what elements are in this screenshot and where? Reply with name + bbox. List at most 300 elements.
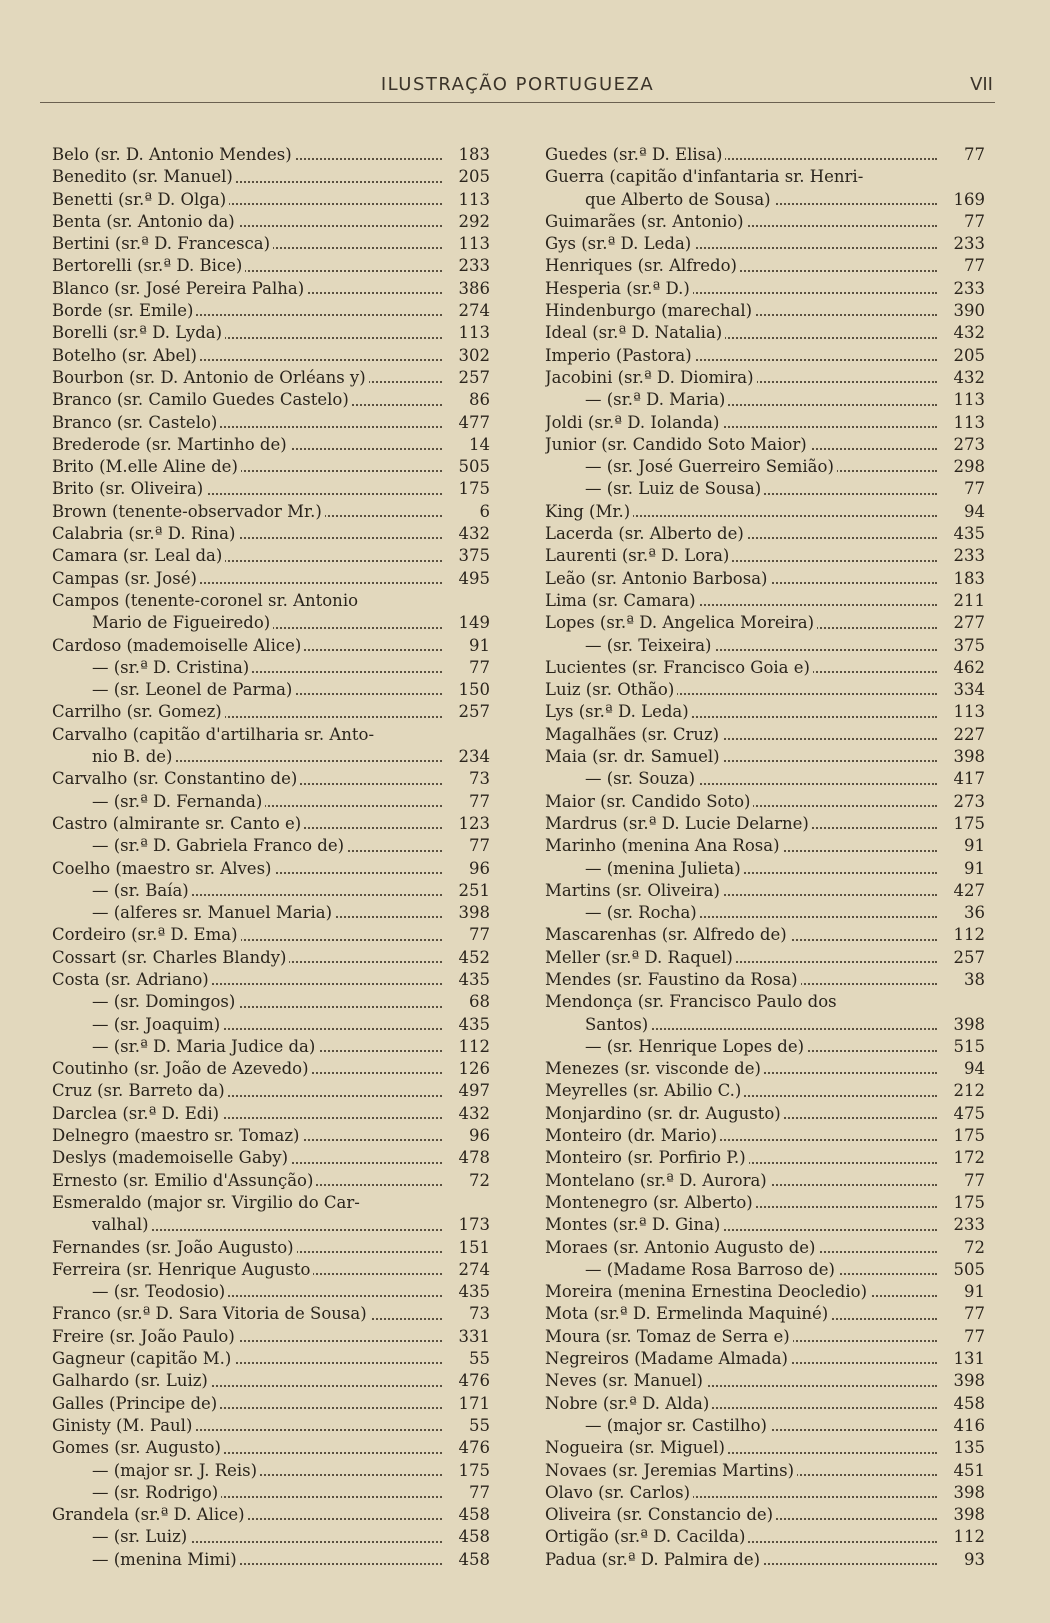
index-entry-name: Carvalho (capitão d'artilharia sr. Anto-: [52, 725, 377, 744]
index-entry-page: 113: [444, 189, 490, 211]
index-entry-name: Padua (sr.ª D. Palmira de): [545, 1550, 763, 1569]
index-entry-name: Calabria (sr.ª D. Rina): [52, 524, 238, 543]
index-entry: [545, 835, 985, 857]
index-entry: [545, 1170, 985, 1192]
index-entry: [545, 300, 985, 322]
index-entry: [545, 858, 985, 880]
index-entry-page: 462: [939, 657, 985, 679]
index-entry-page: 476: [444, 1437, 490, 1459]
index-entry: [52, 1080, 490, 1102]
index-entry: [52, 345, 490, 367]
index-entry: [545, 1303, 985, 1325]
index-entry-name: Blanco (sr. José Pereira Palha): [52, 279, 307, 298]
index-entry: [545, 1281, 985, 1303]
index-entry-name: Mota (sr.ª D. Ermelinda Maquiné): [545, 1304, 831, 1323]
index-entry-page: 505: [939, 1259, 985, 1281]
index-entry-name: Botelho (sr. Abel): [52, 346, 200, 365]
index-entry-page: 150: [444, 679, 490, 701]
index-entry-page: 435: [444, 969, 490, 991]
index-entry-name: Castro (almirante sr. Canto e): [52, 814, 304, 833]
index-entry-name: Guedes (sr.ª D. Elisa): [545, 145, 725, 164]
index-entry-page: 131: [939, 1348, 985, 1370]
index-entry-page: 273: [939, 791, 985, 813]
index-entry-name: Montes (sr.ª D. Gina): [545, 1215, 723, 1234]
index-entry: [52, 813, 490, 835]
index-entry-page: 77: [444, 791, 490, 813]
index-entry-name: Leão (sr. Antonio Barbosa): [545, 569, 770, 588]
index-entry-page: 477: [444, 412, 490, 434]
index-entry-name: — (sr.ª D. Maria Judice da): [52, 1037, 318, 1056]
index-entry-page: 175: [444, 478, 490, 500]
index-entry-name: Henriques (sr. Alfredo): [545, 256, 740, 275]
index-entry: [545, 679, 985, 701]
index-entry-name: Fernandes (sr. João Augusto): [52, 1238, 297, 1257]
index-entry-name: que Alberto de Sousa): [545, 190, 774, 209]
index-entry: [545, 813, 985, 835]
index-entry-name: Mario de Figueiredo): [52, 613, 273, 632]
index-entry-name: Mendonça (sr. Francisco Paulo dos: [545, 992, 840, 1011]
index-entry-name: Lopes (sr.ª D. Angelica Moreira): [545, 613, 817, 632]
index-entry-name: Nobre (sr.ª D. Alda): [545, 1394, 712, 1413]
index-entry-name: Cordeiro (sr.ª D. Ema): [52, 925, 241, 944]
index-entry: [545, 791, 985, 813]
index-entry: [545, 947, 985, 969]
index-entry-page: 432: [444, 1103, 490, 1125]
index-entry: [545, 456, 985, 478]
index-entry-name: — (sr.ª D. Maria): [545, 390, 728, 409]
index-entry-page: 505: [444, 456, 490, 478]
index-entry: [52, 1326, 490, 1348]
index-entry-page: 515: [939, 1036, 985, 1058]
index-entry: [545, 1437, 985, 1459]
index-entry: [52, 255, 490, 277]
index-entry: [545, 1192, 985, 1214]
index-entry-name: Camara (sr. Leal da): [52, 546, 225, 565]
index-entry: [52, 679, 490, 701]
index-entry: [545, 278, 985, 300]
index-entry-page: 398: [939, 1014, 985, 1036]
index-entry: [545, 1526, 985, 1548]
publication-title: ILUSTRAÇÃO PORTUGUEZA: [380, 74, 655, 95]
index-entry-page: 94: [939, 1058, 985, 1080]
index-entry-name: — (sr.ª D. Gabriela Franco de): [52, 836, 347, 855]
index-entry-name: Campas (sr. José): [52, 569, 200, 588]
index-entry: [545, 746, 985, 768]
index-entry: [52, 478, 490, 500]
index-entry: [545, 1058, 985, 1080]
index-entry-page: 183: [444, 144, 490, 166]
index-entry: [52, 1482, 490, 1504]
index-entry-name: — (sr. Souza): [545, 769, 698, 788]
index-entry-page: 398: [939, 746, 985, 768]
index-entry: [545, 1326, 985, 1348]
index-entry-name: Coelho (maestro sr. Alves): [52, 859, 274, 878]
index-entry: [545, 590, 985, 612]
index-entry: [545, 1393, 985, 1415]
index-entry-page: 77: [939, 478, 985, 500]
index-entry-name: Campos (tenente-coronel sr. Antonio: [52, 591, 361, 610]
index-entry-name: Meller (sr.ª D. Raquel): [545, 948, 736, 967]
index-entry-name: Ernesto (sr. Emilio d'Assunção): [52, 1171, 316, 1190]
index-entry: [545, 255, 985, 277]
index-entry-page: 175: [939, 813, 985, 835]
index-entry: [545, 1237, 985, 1259]
index-entry-page: 172: [939, 1147, 985, 1169]
index-entry-name: Nogueira (sr. Miguel): [545, 1438, 728, 1457]
index-entry: [545, 1214, 985, 1236]
index-entry-name: — (sr. José Guerreiro Semião): [545, 457, 837, 476]
index-entry-name: Olavo (sr. Carlos): [545, 1483, 693, 1502]
index-entry: [545, 233, 985, 255]
index-entry: [52, 1192, 490, 1214]
index-entry: [52, 412, 490, 434]
index-entry-name: Gomes (sr. Augusto): [52, 1438, 224, 1457]
index-entry-name: Brederode (sr. Martinho de): [52, 435, 290, 454]
index-entry-page: 77: [444, 835, 490, 857]
index-entry: [545, 701, 985, 723]
index-entry: [545, 768, 985, 790]
index-entry: [545, 1549, 985, 1571]
index-entry-page: 73: [444, 1303, 490, 1325]
index-entry-name: Junior (sr. Candido Soto Maior): [545, 435, 810, 454]
index-entry-page: 73: [444, 768, 490, 790]
index-entry-page: 435: [939, 523, 985, 545]
index-entry: [545, 144, 985, 166]
index-entry-name: Borelli (sr.ª D. Lyda): [52, 323, 225, 342]
index-entry-name: Gagneur (capitão M.): [52, 1349, 234, 1368]
index-entry-page: 112: [939, 1526, 985, 1548]
index-entry-page: 495: [444, 568, 490, 590]
index-entry-page: 77: [939, 144, 985, 166]
index-entry-name: Belo (sr. D. Antonio Mendes): [52, 145, 295, 164]
index-entry: [545, 389, 985, 411]
index-entry: [52, 456, 490, 478]
index-entry-name: Moraes (sr. Antonio Augusto de): [545, 1238, 818, 1257]
index-entry: [545, 1415, 985, 1437]
index-entry-name: Branco (sr. Camilo Guedes Castelo): [52, 390, 352, 409]
index-entry-name: Ideal (sr.ª D. Natalia): [545, 323, 725, 342]
index-entry-name: Monteiro (dr. Mario): [545, 1126, 720, 1145]
index-entry: [52, 1393, 490, 1415]
index-entry: [545, 545, 985, 567]
index-entry-page: 427: [939, 880, 985, 902]
index-entry-name: Imperio (Pastora): [545, 346, 695, 365]
index-entry-name: Freire (sr. João Paulo): [52, 1327, 238, 1346]
index-entry: [545, 612, 985, 634]
index-entry-page: 274: [444, 300, 490, 322]
index-entry-page: 274: [444, 1259, 490, 1281]
index-entry-name: Gys (sr.ª D. Leda): [545, 234, 694, 253]
index-entry-name: Lima (sr. Camara): [545, 591, 699, 610]
index-entry-name: — (sr. Luiz): [52, 1527, 190, 1546]
index-entry-page: 96: [444, 858, 490, 880]
index-entry-page: 432: [939, 322, 985, 344]
index-entry-name: Branco (sr. Castelo): [52, 413, 220, 432]
index-entry-page: 91: [444, 635, 490, 657]
index-entry-page: 96: [444, 1125, 490, 1147]
index-entry-page: 175: [444, 1460, 490, 1482]
index-entry-name: Cruz (sr. Barreto da): [52, 1081, 228, 1100]
index-entry-page: 277: [939, 612, 985, 634]
index-entry-name: Marinho (menina Ana Rosa): [545, 836, 783, 855]
index-entry-name: Mascarenhas (sr. Alfredo de): [545, 925, 790, 944]
index-entry-page: 173: [444, 1214, 490, 1236]
index-entry-name: — (sr. Joaquim): [52, 1015, 223, 1034]
index-entry-page: 292: [444, 211, 490, 233]
index-entry: [52, 657, 490, 679]
index-entry-name: — (major sr. J. Reis): [52, 1461, 260, 1480]
index-entry: [52, 991, 490, 1013]
index-entry: [545, 902, 985, 924]
index-entry: [52, 1281, 490, 1303]
index-entry-name: Brown (tenente-observador Mr.): [52, 502, 325, 521]
index-entry-name: Grandela (sr.ª D. Alice): [52, 1505, 248, 1524]
index-entry: [545, 1036, 985, 1058]
index-entry-name: Hindenburgo (marechal): [545, 301, 755, 320]
index-entry-page: 251: [444, 880, 490, 902]
index-entry-page: 234: [444, 746, 490, 768]
index-entry-name: — (alferes sr. Manuel Maria): [52, 903, 335, 922]
index-entry: [52, 523, 490, 545]
index-entry-name: Maia (sr. dr. Samuel): [545, 747, 723, 766]
index-entry-name: Esmeraldo (major sr. Virgilio do Car-: [52, 1193, 363, 1212]
index-entry: [52, 1237, 490, 1259]
index-entry-page: 175: [939, 1192, 985, 1214]
index-entry-name: Joldi (sr.ª D. Iolanda): [545, 413, 722, 432]
index-entry: [545, 166, 985, 188]
index-entry: [545, 1103, 985, 1125]
index-entry-page: 475: [939, 1103, 985, 1125]
index-entry-name: — (sr. Henrique Lopes de): [545, 1037, 807, 1056]
index-entry-name: — (sr. Rodrigo): [52, 1483, 221, 1502]
index-entry-page: 435: [444, 1014, 490, 1036]
index-entry-name: Mendes (sr. Faustino da Rosa): [545, 970, 801, 989]
index-entry-name: Galhardo (sr. Luiz): [52, 1371, 211, 1390]
index-entry-name: Borde (sr. Emile): [52, 301, 196, 320]
index-entry: [52, 1504, 490, 1526]
index-entry-page: 233: [444, 255, 490, 277]
index-entry: [545, 211, 985, 233]
index-entry-name: — (sr.ª D. Fernanda): [52, 792, 265, 811]
index-entry-page: 169: [939, 189, 985, 211]
index-entry-page: 113: [939, 389, 985, 411]
index-entry-name: Costa (sr. Adriano): [52, 970, 212, 989]
index-entry-name: — (major sr. Castilho): [545, 1416, 770, 1435]
index-entry: [545, 478, 985, 500]
index-entry-page: 6: [444, 501, 490, 523]
index-entry: [545, 345, 985, 367]
index-entry: [545, 501, 985, 523]
index-entry-name: Ferreira (sr. Henrique Augusto: [52, 1260, 313, 1279]
index-entry: [52, 434, 490, 456]
index-entry: [52, 1147, 490, 1169]
index-entry-page: 233: [939, 1214, 985, 1236]
index-entry-page: 386: [444, 278, 490, 300]
index-entry-name: Hesperia (sr.ª D.): [545, 279, 693, 298]
index-entry-page: 14: [444, 434, 490, 456]
index-entry: [52, 568, 490, 590]
index-entry-page: 94: [939, 501, 985, 523]
index-entry-page: 476: [444, 1370, 490, 1392]
index-entry-name: Monjardino (sr. dr. Augusto): [545, 1104, 784, 1123]
index-entry-page: 452: [444, 947, 490, 969]
index-entry-page: 458: [444, 1526, 490, 1548]
index-entry: [52, 1460, 490, 1482]
index-entry: [52, 545, 490, 567]
index-entry: [545, 1370, 985, 1392]
index-entry: [545, 1504, 985, 1526]
index-entry-page: 398: [939, 1370, 985, 1392]
index-entry-name: Carrilho (sr. Gomez): [52, 702, 225, 721]
index-entry-page: 257: [444, 367, 490, 389]
index-entry: [52, 278, 490, 300]
index-entry-page: 497: [444, 1080, 490, 1102]
index-entry-name: Coutinho (sr. João de Azevedo): [52, 1059, 312, 1078]
index-entry-name: — (sr. Domingos): [52, 992, 238, 1011]
index-entry-name: Jacobini (sr.ª D. Diomira): [545, 368, 757, 387]
index-entry: [545, 523, 985, 545]
index-entry-page: 77: [444, 1482, 490, 1504]
index-entry-page: 91: [939, 858, 985, 880]
index-entry: [545, 1259, 985, 1281]
index-entry-name: Monteiro (sr. Porfirio P.): [545, 1148, 749, 1167]
index-entry-name: Luiz (sr. Othão): [545, 680, 677, 699]
index-entry: [52, 300, 490, 322]
index-entry: [52, 791, 490, 813]
index-entry-page: 302: [444, 345, 490, 367]
index-entry-page: 38: [939, 969, 985, 991]
index-entry-name: Lys (sr.ª D. Leda): [545, 702, 692, 721]
index-entry-page: 227: [939, 724, 985, 746]
index-entry-name: — (menina Mimi): [52, 1550, 240, 1569]
index-entry-page: 211: [939, 590, 985, 612]
index-entry-name: Benta (sr. Antonio da): [52, 212, 238, 231]
index-entry-page: 112: [444, 1036, 490, 1058]
index-entry-name: Laurenti (sr.ª D. Lora): [545, 546, 732, 565]
index-entry-name: Lacerda (sr. Alberto de): [545, 524, 747, 543]
index-entry-name: — (menina Julieta): [545, 859, 744, 878]
index-entry: [545, 657, 985, 679]
index-entry-page: 435: [444, 1281, 490, 1303]
index-entry-page: 212: [939, 1080, 985, 1102]
index-entry-page: 458: [444, 1549, 490, 1571]
index-entry-page: 55: [444, 1415, 490, 1437]
index-entry-page: 113: [939, 701, 985, 723]
page-header: [40, 72, 995, 103]
index-entry: [52, 858, 490, 880]
index-entry: [52, 924, 490, 946]
index-entry-page: 205: [444, 166, 490, 188]
index-entry-name: Cardoso (mademoiselle Alice): [52, 636, 304, 655]
index-entry-name: valhal): [52, 1215, 152, 1234]
index-entry-name: Guimarães (sr. Antonio): [545, 212, 747, 231]
index-entry-name: Meyrelles (sr. Abilio C.): [545, 1081, 744, 1100]
index-entry: [545, 991, 985, 1013]
index-entry-page: 77: [939, 255, 985, 277]
index-entry: [545, 924, 985, 946]
index-entry-page: 331: [444, 1326, 490, 1348]
index-entry: [545, 322, 985, 344]
index-entry-page: 398: [939, 1482, 985, 1504]
index-entry-page: 233: [939, 278, 985, 300]
page-number: VII: [970, 74, 993, 95]
index-entry: [52, 1259, 490, 1281]
index-entry-name: Benedito (sr. Manuel): [52, 167, 236, 186]
index-entry-name: Oliveira (sr. Constancio de): [545, 1505, 776, 1524]
index-entry-name: Deslys (mademoiselle Gaby): [52, 1148, 291, 1167]
index-entry: [52, 590, 490, 612]
index-entry-page: 257: [939, 947, 985, 969]
index-entry-name: Montenegro (sr. Alberto): [545, 1193, 756, 1212]
index-entry: [52, 166, 490, 188]
index-entry-page: 149: [444, 612, 490, 634]
index-entry-page: 151: [444, 1237, 490, 1259]
index-entry: [52, 1014, 490, 1036]
index-entry: [52, 1549, 490, 1571]
index-entry: [52, 1348, 490, 1370]
index-entry: [545, 1147, 985, 1169]
index-entry-name: — (sr. Teodosio): [52, 1282, 228, 1301]
index-entry-page: 183: [939, 568, 985, 590]
index-entry: [52, 1103, 490, 1125]
index-entry-name: Menezes (sr. visconde de): [545, 1059, 764, 1078]
index-entry-name: Novaes (sr. Jeremias Martins): [545, 1461, 797, 1480]
index-entry-name: — (sr. Leonel de Parma): [52, 680, 295, 699]
index-entry: [545, 724, 985, 746]
index-entry: [52, 947, 490, 969]
index-entry: [545, 1014, 985, 1036]
index-entry-name: Maior (sr. Candido Soto): [545, 792, 753, 811]
index-entry-page: 112: [939, 924, 985, 946]
index-entry-page: 432: [444, 523, 490, 545]
index-entry: [52, 1370, 490, 1392]
index-entry-page: 113: [444, 322, 490, 344]
index-entry-name: nio B. de): [52, 747, 175, 766]
index-entry: [52, 1415, 490, 1437]
index-entry-name: Ortigão (sr.ª D. Cacilda): [545, 1527, 748, 1546]
index-entry-name: Brito (sr. Oliveira): [52, 479, 206, 498]
index-entry-name: Galles (Principe de): [52, 1394, 220, 1413]
index-entry-page: 375: [939, 635, 985, 657]
index-entry-page: 93: [939, 1549, 985, 1571]
index-entry-page: 417: [939, 768, 985, 790]
index-entry-page: 77: [444, 924, 490, 946]
index-entry-page: 273: [939, 434, 985, 456]
index-entry-page: 398: [444, 902, 490, 924]
index-entry: [52, 322, 490, 344]
index-entry-page: 233: [939, 233, 985, 255]
index-entry: [52, 880, 490, 902]
index-entry-page: 72: [939, 1237, 985, 1259]
index-entry-name: — (sr. Luiz de Sousa): [545, 479, 764, 498]
index-entry-name: Montelano (sr.ª D. Aurora): [545, 1171, 770, 1190]
index-entry-name: King (Mr.): [545, 502, 633, 521]
index-entry-name: Benetti (sr.ª D. Olga): [52, 190, 229, 209]
index-entry: [52, 1526, 490, 1548]
index-column-right: [545, 144, 985, 1571]
index-entry: [545, 1482, 985, 1504]
index-entry-page: 458: [939, 1393, 985, 1415]
index-entry-page: 171: [444, 1393, 490, 1415]
index-entry: [52, 835, 490, 857]
index-entry-page: 113: [444, 233, 490, 255]
index-entry: [52, 367, 490, 389]
index-entry: [52, 969, 490, 991]
index-entry: [52, 746, 490, 768]
index-entry: [545, 1460, 985, 1482]
index-entry-name: Santos): [545, 1015, 651, 1034]
index-entry: [545, 189, 985, 211]
